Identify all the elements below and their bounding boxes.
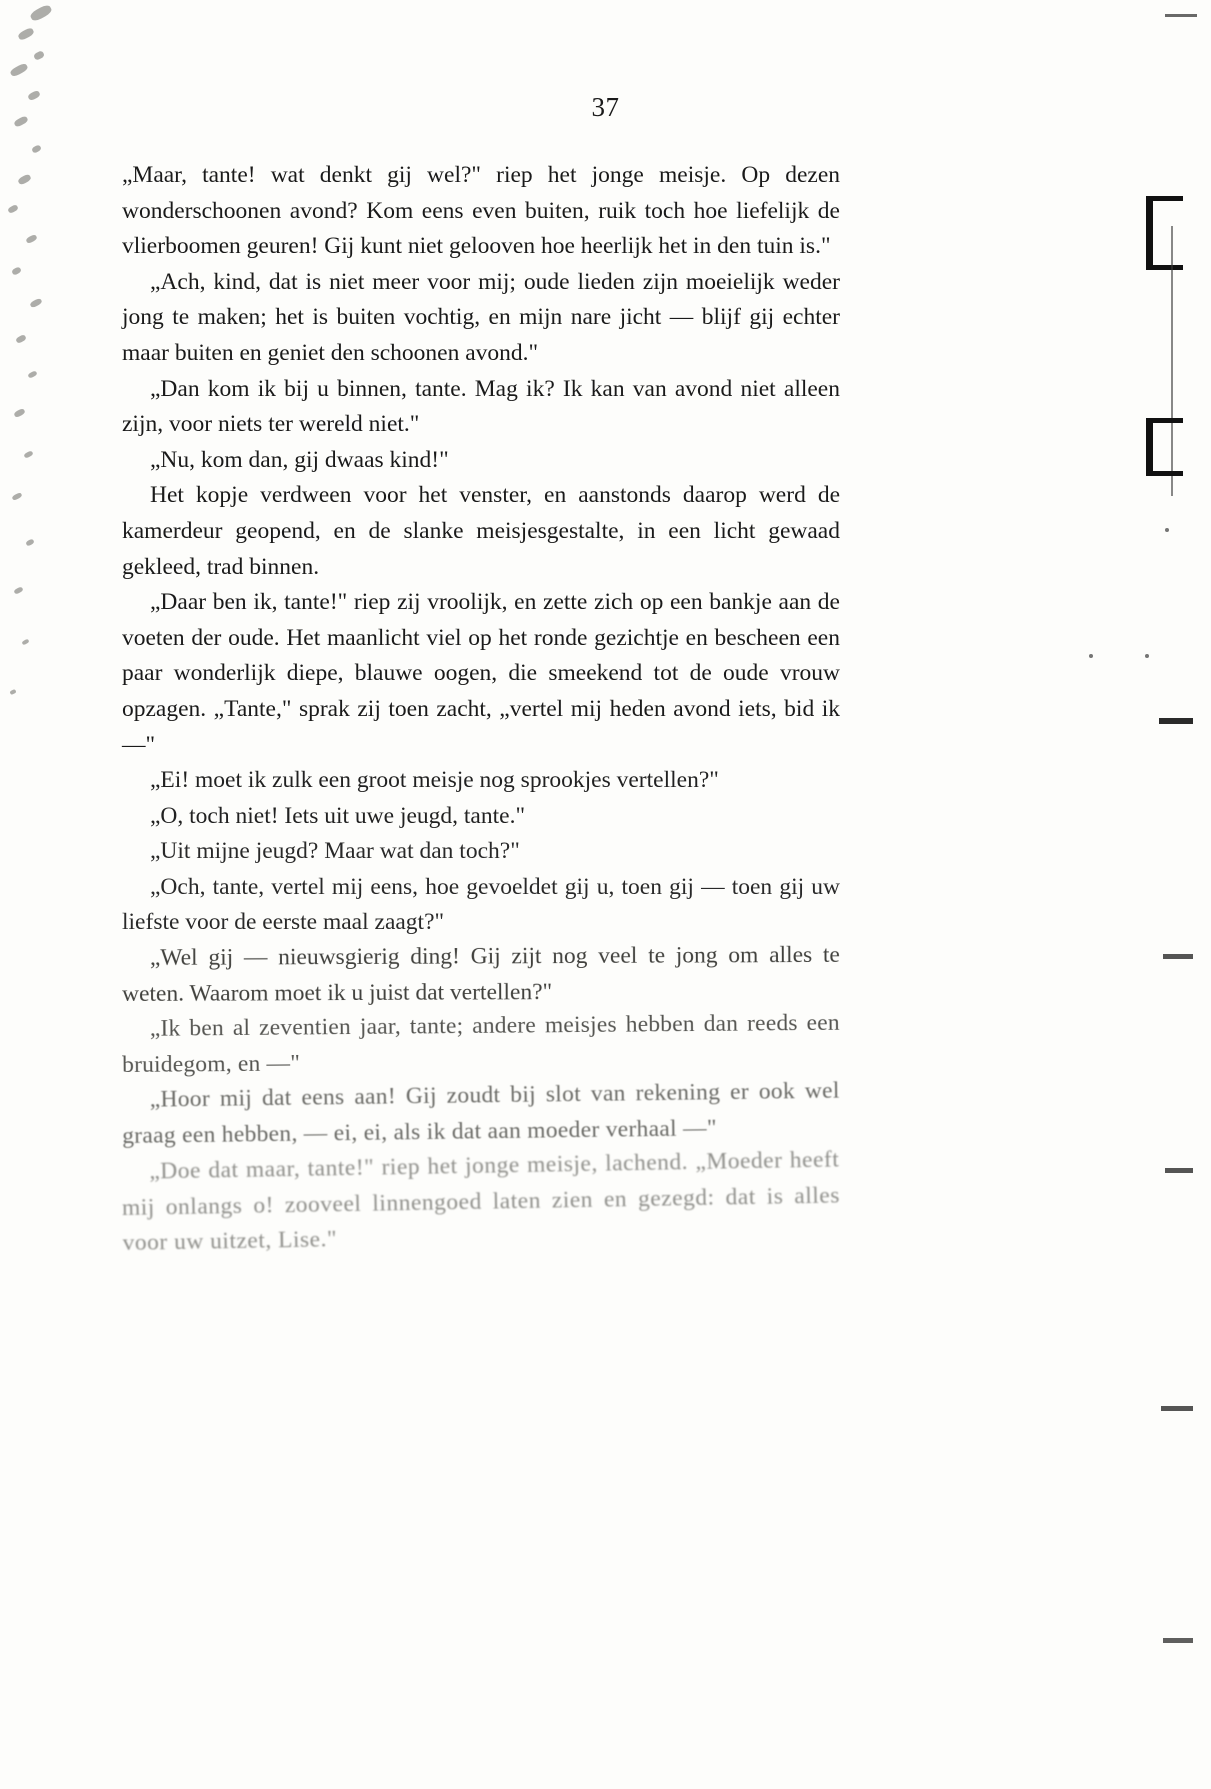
page-number: 37 (591, 92, 620, 122)
paragraph: „Wel gij — nieuwsgierig ding! Gij zijt nog veel te jong om alles te weten. Waarom moet ik u juist dat vertellen?" (122, 941, 840, 1007)
body-text (122, 158, 840, 1261)
paragraph: „Doe dat maar, tante!" riep het jonge meisje, lachend. „Moeder heeft mij onlangs o! zooveel linnengoed laten zien en gezegd: dat is alles voor uw uitzet, Lise." (121, 1146, 841, 1256)
paragraph: „O, toch niet! Iets uit uwe jeugd, tante." (150, 802, 526, 829)
paragraph: „Dan kom ik bij u binnen, tante. Mag ik? Ik kan van avond niet alleen zijn, voor niets ter wereld niet." (122, 375, 840, 438)
paragraph: Het kopje verdween voor het venster, en aanstonds daarop werd de kamerdeur geopend, en de slanke meisjesgestalte, in een licht gewaad gekleed, trad binnen. (122, 482, 840, 580)
paragraph: „Uit mijne jeugd? Maar wat dan toch?" (150, 838, 520, 865)
paragraph: „Ach, kind, dat is niet meer voor mij; oude lieden zijn moeielijk weder jong te maken; het is buiten vochtig, en mijn nare jicht — blijf gij echter maar buiten en geniet den schoonen avond." (122, 268, 840, 366)
page-edge-marks (1091, 0, 1211, 1789)
paragraph: „Och, tante, vertel mij eens, hoe gevoeldet gij u, toen gij — toen gij uw liefste voor de eerste maal zaagt?" (122, 873, 840, 936)
paragraph: „Hoor mij dat eens aan! Gij zoudt bij slot van rekening er ook wel graag een hebben, — ei, ei, als ik dat aan moeder verhaal —" (122, 1078, 840, 1150)
paragraph: „Ei! moet ik zulk een groot meisje nog sprookjes vertellen?" (150, 767, 719, 794)
paragraph: „Ik ben al zeventien jaar, tante; andere meisjes hebben dan reeds een bruidegom, en —" (122, 1009, 840, 1078)
paragraph: „Nu, kom dan, gij dwaas kind!" (150, 446, 449, 473)
paragraph: „Daar ben ik, tante!" riep zij vroolijk, en zette zich op een bankje aan de voeten der oude. Het maanlicht viel op het ronde gezichtje en bescheen een paar wonderlijk diepe, blauwe oogen, die smeekend tot de oude vrouw opzagen. „Tante," sprak zij toen zacht, „vertel mij heden avond iets, bid ik —" (122, 589, 840, 758)
paragraph: „Maar, tante! wat denkt gij wel?" riep het jonge meisje. Op dezen wonderschoonen avond? Kom eens even buiten, ruik toch hoe liefelijk de vlierboomen geuren! Gij kunt niet gelooven hoe heerlijk het in den tuin is." (122, 162, 840, 260)
